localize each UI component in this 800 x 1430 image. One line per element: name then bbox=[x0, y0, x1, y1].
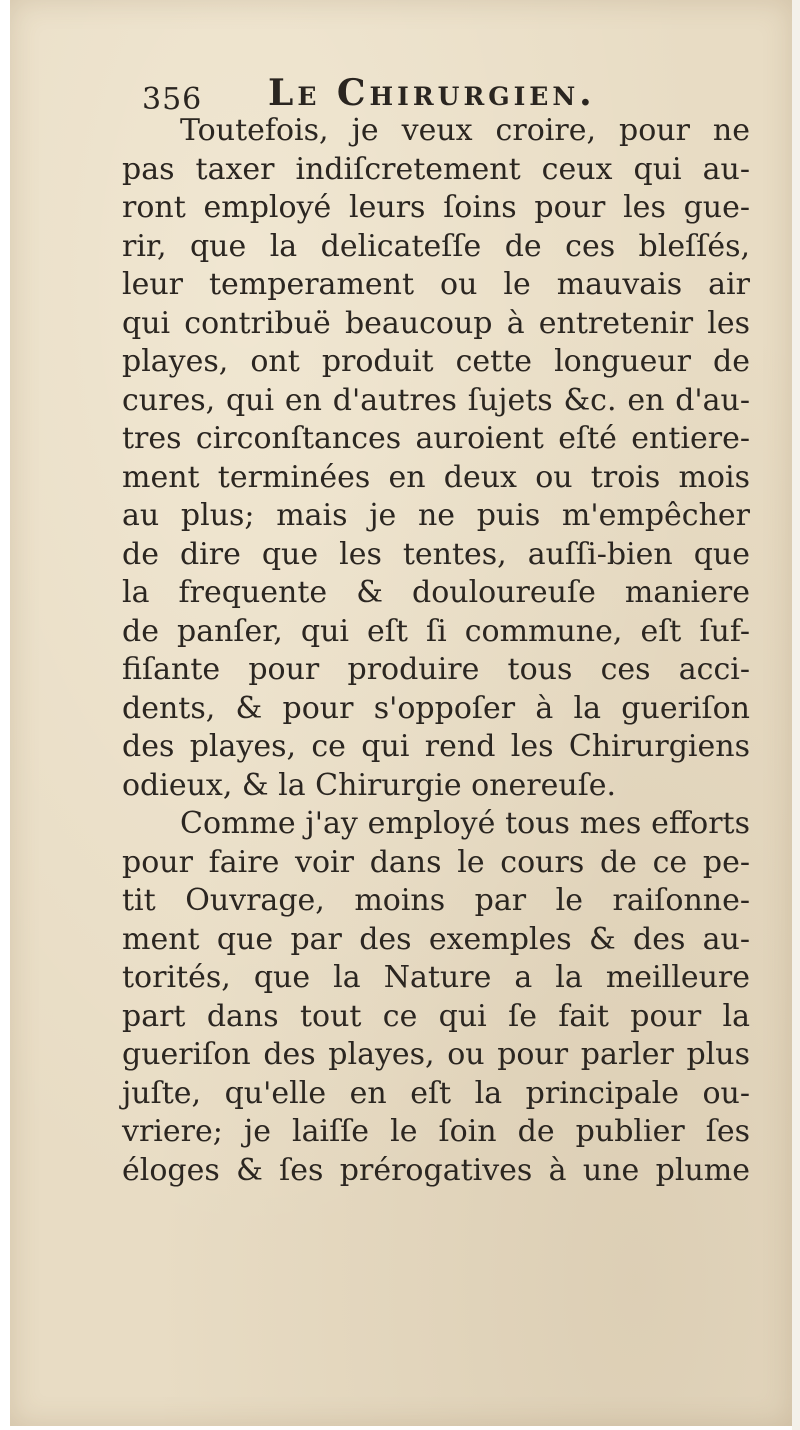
body-text bbox=[122, 112, 750, 1190]
text-line: tit Ouvrage, moins par le raiſonne- bbox=[122, 883, 750, 918]
text-line: rir, que la delicateſſe de ces bleſſés, bbox=[122, 228, 750, 264]
text-line: ment que par des exemples & des au- bbox=[122, 921, 750, 957]
text-line: cures, qui en d'autres ſujets &c. en d'au- bbox=[122, 382, 750, 418]
text-line: dents, & pour s'oppoſer à la gueriſon bbox=[122, 690, 750, 726]
book-page bbox=[10, 0, 792, 1426]
text-line: des playes, ce qui rend les Chirurgiens bbox=[122, 729, 750, 764]
text-line: de panſer, qui eſt ſi commune, eſt ſuf- bbox=[122, 613, 750, 649]
text-line: vriere; je laiſſe le ſoin de publier ſes bbox=[122, 1114, 750, 1149]
running-title: Le Chirurgien. bbox=[268, 72, 596, 114]
text-line: tres circonſtances auroient eſté entiere- bbox=[122, 421, 750, 456]
text-line: au plus; mais je ne puis m'empêcher bbox=[122, 498, 750, 533]
text-line: de dire que les tentes, auſſi-bien que bbox=[122, 536, 750, 572]
text-line: gueriſon des playes, ou pour parler plus bbox=[122, 1037, 750, 1072]
text-line: part dans tout ce qui ſe fait pour la bbox=[122, 998, 750, 1034]
page-edge bbox=[792, 0, 800, 1430]
page-number: 356 bbox=[142, 82, 203, 117]
text-line: Toutefois, je veux croire, pour ne bbox=[180, 113, 750, 148]
text-line: pas taxer indiſcretement ceux qui au- bbox=[122, 151, 750, 187]
text-line: fiſante pour produire tous ces acci- bbox=[122, 652, 750, 687]
text-line: qui contribuë beaucoup à entretenir les bbox=[122, 305, 750, 341]
text-line: playes, ont produit cette longueur de bbox=[122, 344, 750, 379]
text-line: ront employé leurs ſoins pour les gue- bbox=[122, 190, 750, 225]
text-line: juſte, qu'elle en eſt la principale ou- bbox=[122, 1075, 750, 1111]
text-line: pour faire voir dans le cours de ce pe- bbox=[122, 844, 750, 880]
text-line: éloges & ſes prérogatives à une plume bbox=[122, 1152, 750, 1188]
text-line: ment terminées en deux ou trois mois bbox=[122, 459, 750, 495]
text-line: Comme j'ay employé tous mes efforts bbox=[180, 806, 750, 841]
text-line: leur temperament ou le mauvais air bbox=[122, 267, 750, 302]
text-line: torités, que la Nature a la meilleure bbox=[122, 960, 750, 995]
text-line: odieux, & la Chirurgie onereuſe. bbox=[122, 767, 617, 803]
text-line: la frequente & douloureuſe maniere bbox=[122, 575, 750, 610]
